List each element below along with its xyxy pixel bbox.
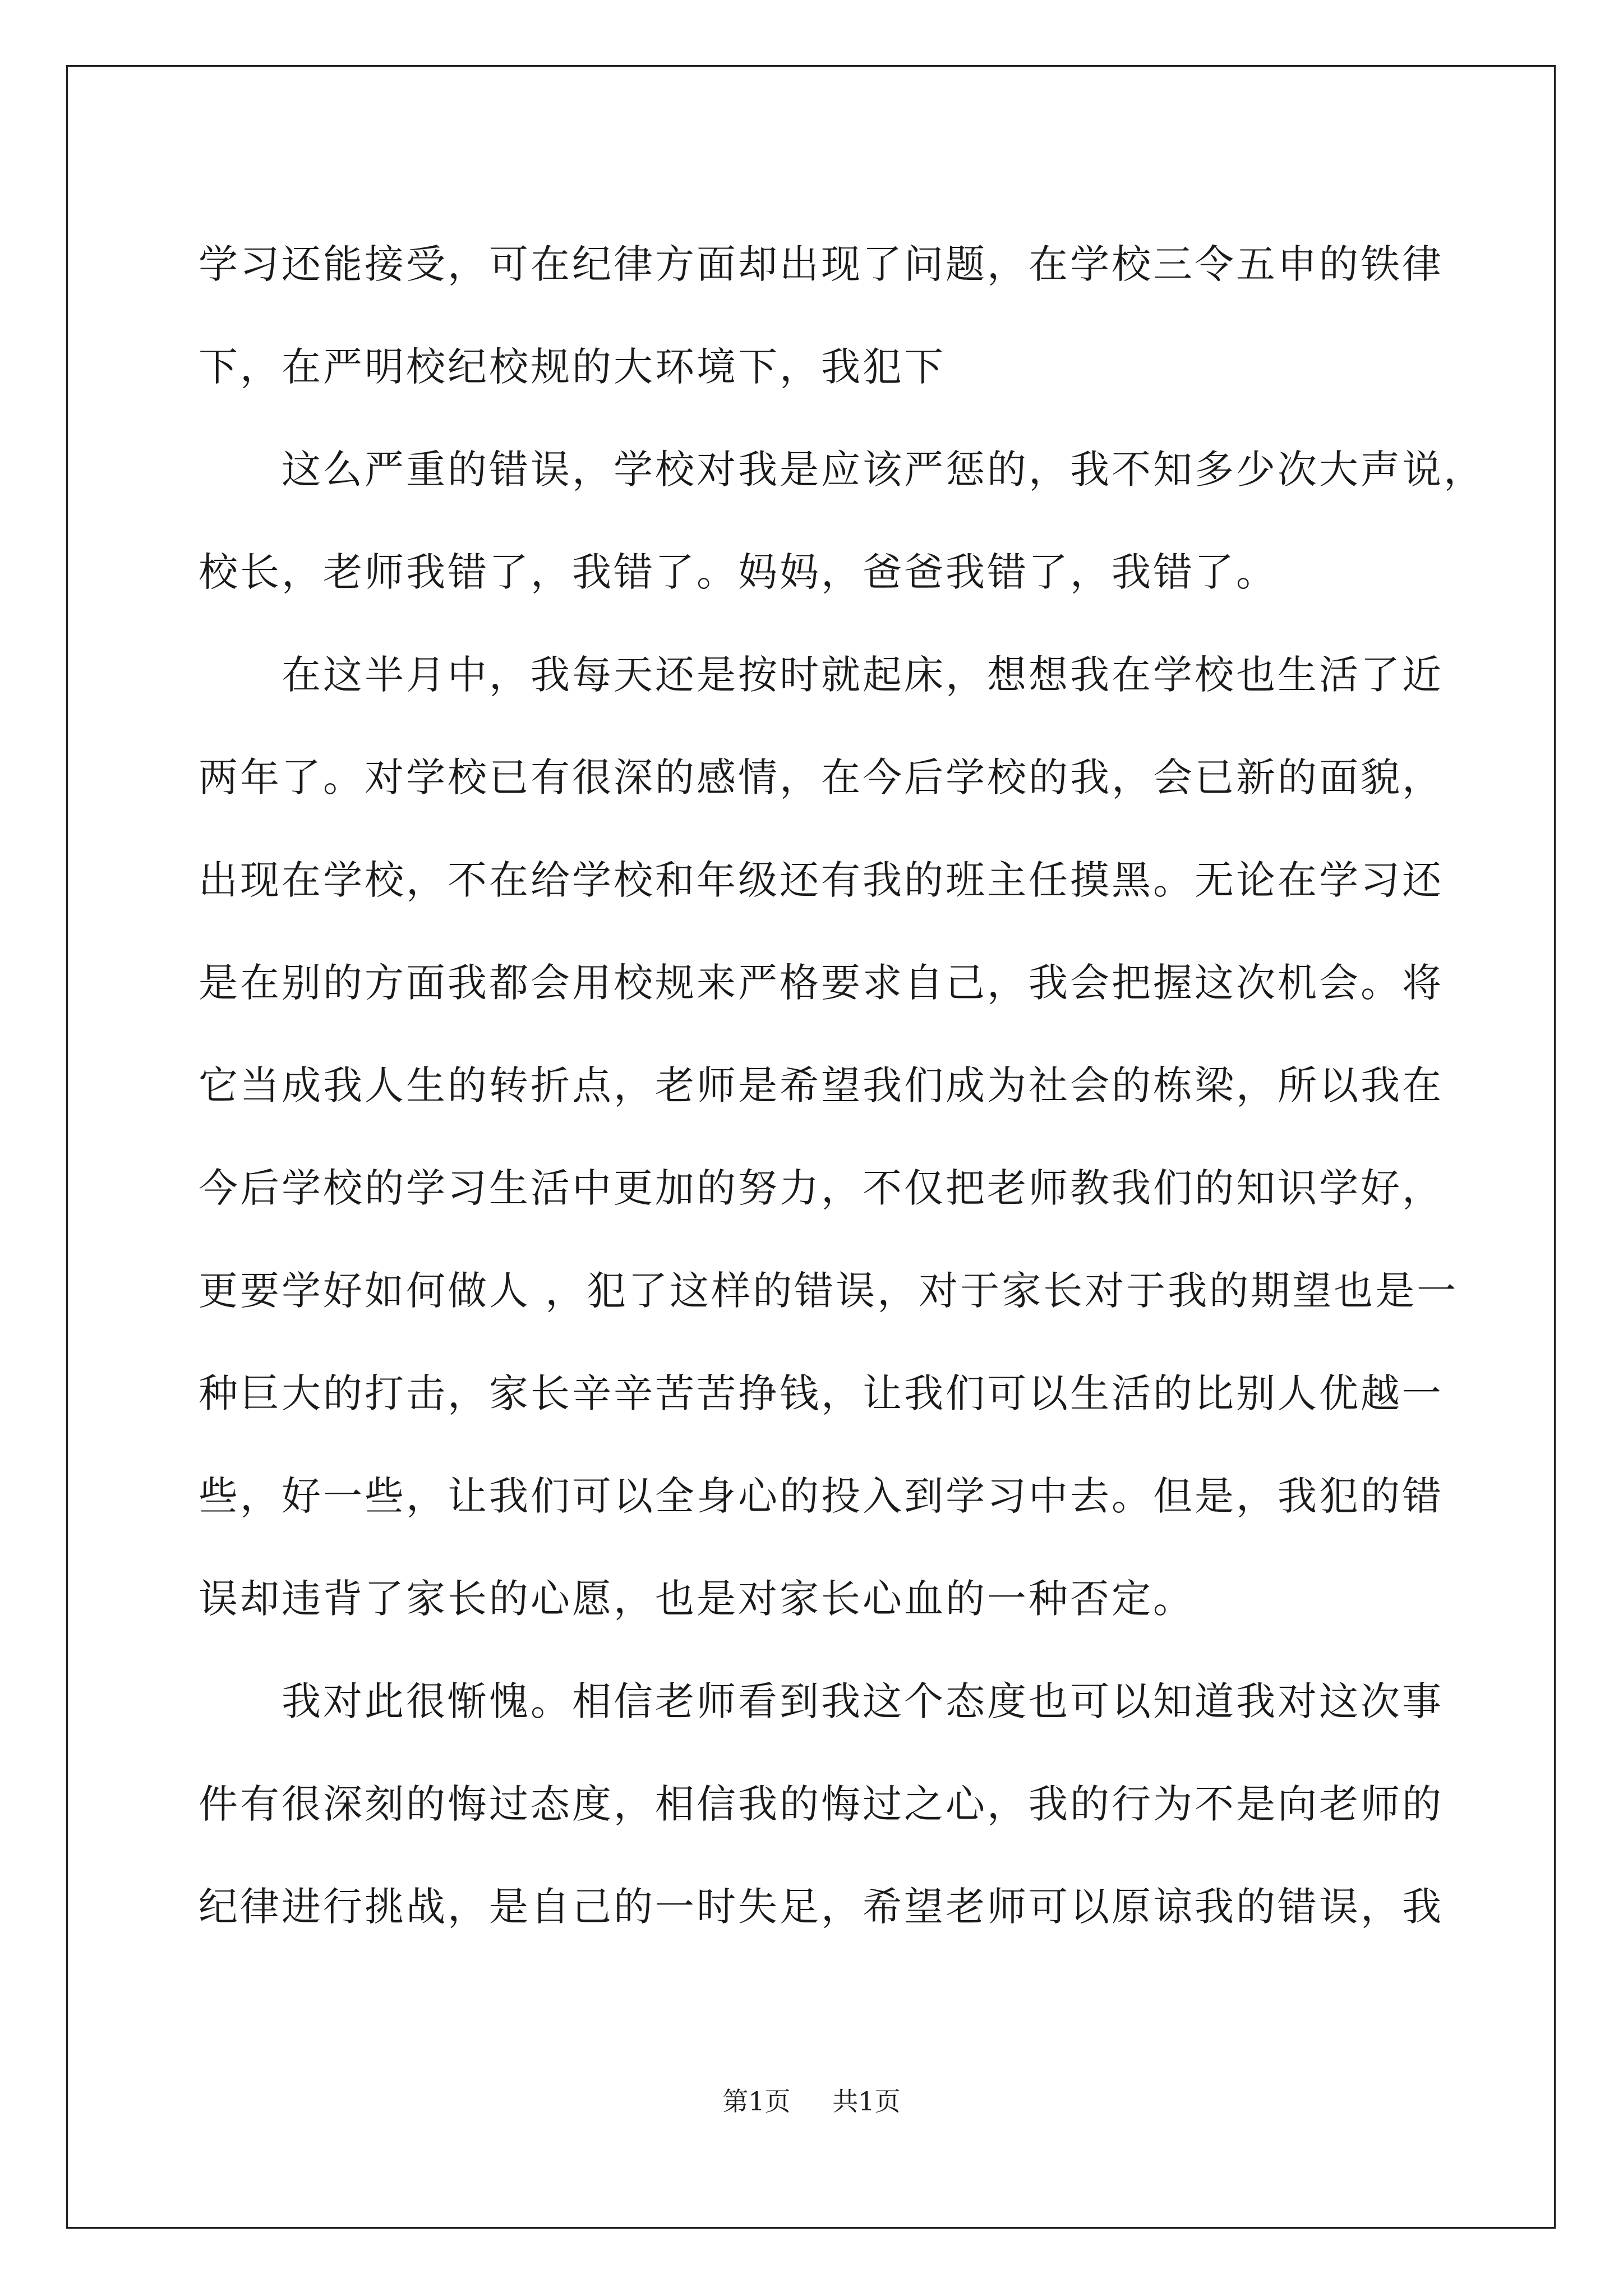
- text-line: 种巨大的打击，家长辛辛苦苦挣钱，让我们可以生活的比别人优越一: [199, 1370, 1444, 1416]
- text-line: 纪律进行挑战，是自己的一时失足，希望老师可以原谅我的错误，我: [199, 1884, 1444, 1930]
- text-line: 学习还能接受，可在纪律方面却出现了问题，在学校三令五申的铁律: [199, 241, 1444, 287]
- page-footer: [0, 2081, 1623, 2118]
- text-line: 出现在学校，不在给学校和年级还有我的班主任摸黑。无论在学习还: [199, 857, 1444, 903]
- text-line: 今后学校的学习生活中更加的努力，不仅把老师教我们的知识学好，: [199, 1165, 1444, 1211]
- text-line: 更要学好如何做人 ，犯了这样的错误，对于家长对于我的期望也是一: [199, 1268, 1459, 1314]
- text-line: 这么严重的错误，学校对我是应该严惩的，我不知多少次大声说，: [282, 447, 1485, 493]
- page-number: 第1页: [722, 2086, 791, 2116]
- document-body: [199, 213, 1485, 1958]
- text-line: 它当成我人生的转折点，老师是希望我们成为社会的栋梁，所以我在: [199, 1062, 1444, 1108]
- text-line: 我对此很惭愧。相信老师看到我这个态度也可以知道我对这次事: [282, 1678, 1444, 1724]
- text-line: 下，在严明校纪校规的大环境下，我犯下: [199, 344, 946, 390]
- text-line: 校长，老师我错了，我错了。妈妈，爸爸我错了，我错了。: [199, 549, 1278, 595]
- text-line: 两年了。对学校已有很深的感情，在今后学校的我，会已新的面貌，: [199, 754, 1444, 800]
- text-line: 是在别的方面我都会用校规来严格要求自己，我会把握这次机会。将: [199, 960, 1444, 1006]
- text-line: 误却违背了家长的心愿，也是对家长心血的一种否定。: [199, 1576, 1195, 1622]
- page-total: 共1页: [832, 2086, 901, 2116]
- text-line: 些，好一些，让我们可以全身心的投入到学习中去。但是，我犯的错: [199, 1473, 1444, 1519]
- text-line: 在这半月中，我每天还是按时就起床，想想我在学校也生活了近: [282, 652, 1444, 698]
- text-line: 件有很深刻的悔过态度，相信我的悔过之心，我的行为不是向老师的: [199, 1781, 1444, 1827]
